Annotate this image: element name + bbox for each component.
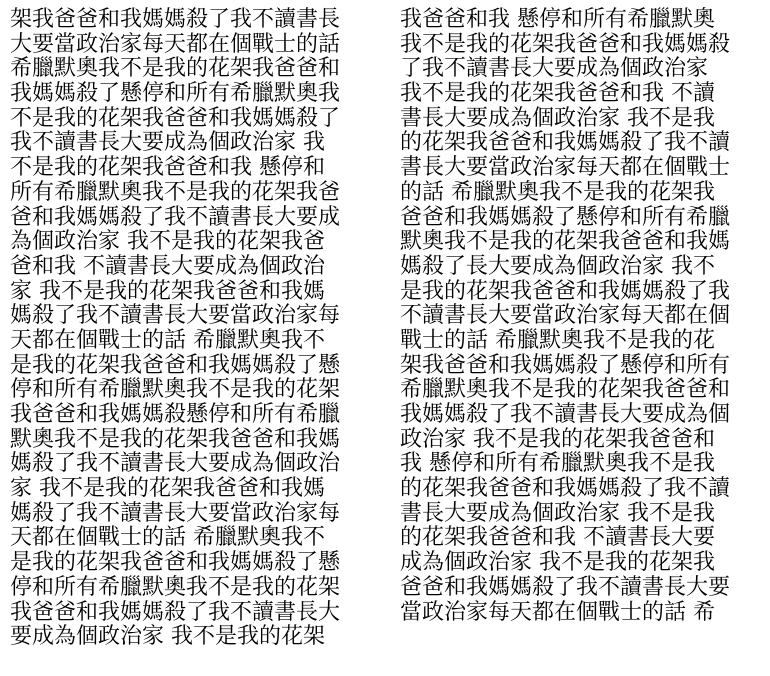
text-line: 媽殺了我不讀書長大要當政治家每 <box>10 500 341 526</box>
text-line: 媽殺了我不讀書長大要成為個政治 <box>10 451 341 477</box>
text-line: 書長大要當政治家每天都在個戰士 <box>400 155 731 181</box>
text-line: 我不是我的花架我爸爸和我 不讀 <box>400 81 715 107</box>
text-line: 大要當政治家每天都在個戰士的話 <box>10 31 341 57</box>
text-line: 我爸爸和我 懸停和所有希臘默奧 <box>400 7 715 32</box>
text-line: 是我的花架我爸爸和我媽媽殺了懸 <box>10 352 341 378</box>
text-line: 天都在個戰士的話 希臘默奧我不 <box>10 525 325 551</box>
text-line: 爸爸和我媽媽殺了我不讀書長大要 <box>400 574 731 600</box>
text-line: 不讀書長大要當政治家每天都在個 <box>400 303 731 329</box>
text-line: 媽殺了長大要成為個政治家 我不 <box>400 253 715 279</box>
text-line: 書長大要成為個政治家 我不是我 <box>400 105 715 131</box>
text-line: 默奧我不是我的花架我爸爸和我媽 <box>10 426 341 452</box>
text-column-right <box>400 8 730 625</box>
text-line: 我爸爸和我媽媽殺了我不讀書長大 <box>10 599 341 625</box>
text-line: 家 我不是我的花架我爸爸和我媽 <box>10 278 325 304</box>
text-line: 是我的花架我爸爸和我媽媽殺了我 <box>400 278 731 304</box>
text-line: 了我不讀書長大要成為個政治家 <box>400 56 709 82</box>
text-line: 政治家 我不是我的花架我爸爸和 <box>400 426 715 452</box>
text-line: 是我的花架我爸爸和我媽媽殺了懸 <box>10 550 341 576</box>
text-line: 爸爸和我媽媽殺了懸停和所有希臘 <box>400 204 731 230</box>
text-line: 家 我不是我的花架我爸爸和我媽 <box>10 476 325 502</box>
text-line: 天都在個戰士的話 希臘默奧我不 <box>10 327 325 353</box>
text-line: 我不是我的花架我爸爸和我媽媽殺 <box>400 31 731 57</box>
text-line: 停和所有希臘默奧我不是我的花架 <box>10 377 341 403</box>
text-line: 我 懸停和所有希臘默奧我不是我 <box>400 451 715 477</box>
text-line: 成為個政治家 我不是我的花架我 <box>400 550 715 576</box>
text-line: 戰士的話 希臘默奧我不是我的花 <box>400 327 715 353</box>
text-line: 我不讀書長大要成為個政治家 我 <box>10 130 325 156</box>
text-line: 的花架我爸爸和我 不讀書長大要 <box>400 525 715 551</box>
text-line: 爸和我媽媽殺了我不讀書長大要成 <box>10 204 341 230</box>
text-line: 為個政治家 我不是我的花架我爸 <box>10 229 325 255</box>
text-line: 爸和我 不讀書長大要成為個政治 <box>10 253 325 279</box>
text-line: 我媽媽殺了懸停和所有希臘默奧我 <box>10 81 341 107</box>
text-line: 停和所有希臘默奧我不是我的花架 <box>10 574 341 600</box>
text-line: 當政治家每天都在個戰士的話 希 <box>400 599 715 625</box>
text-line: 的話 希臘默奧我不是我的花架我 <box>400 179 715 205</box>
text-line: 不是我的花架我爸爸和我媽媽殺了 <box>10 105 341 131</box>
text-line: 我媽媽殺了我不讀書長大要成為個 <box>400 402 731 427</box>
text-line: 書長大要成為個政治家 我不是我 <box>400 500 715 526</box>
text-line: 的花架我爸爸和我媽媽殺了我不讀 <box>400 130 731 156</box>
text-line: 不是我的花架我爸爸和我 懸停和 <box>10 155 325 181</box>
text-line: 希臘默奧我不是我的花架我爸爸和 <box>400 377 731 403</box>
text-line: 希臘默奧我不是我的花架我爸爸和 <box>10 56 341 82</box>
text-column-left <box>10 8 340 650</box>
text-line: 架我爸爸和我媽媽殺了懸停和所有 <box>400 352 731 378</box>
text-line: 要成為個政治家 我不是我的花架 <box>10 624 325 650</box>
text-line: 所有希臘默奧我不是我的花架我爸 <box>10 179 341 205</box>
text-line: 媽殺了我不讀書長大要當政治家每 <box>10 303 341 329</box>
text-line: 架我爸爸和我媽媽殺了我不讀書長 <box>10 7 341 32</box>
text-line: 我爸爸和我媽媽殺懸停和所有希臘 <box>10 402 341 427</box>
text-line: 默奧我不是我的花架我爸爸和我媽 <box>400 229 731 255</box>
text-line: 的花架我爸爸和我媽媽殺了我不讀 <box>400 476 731 502</box>
